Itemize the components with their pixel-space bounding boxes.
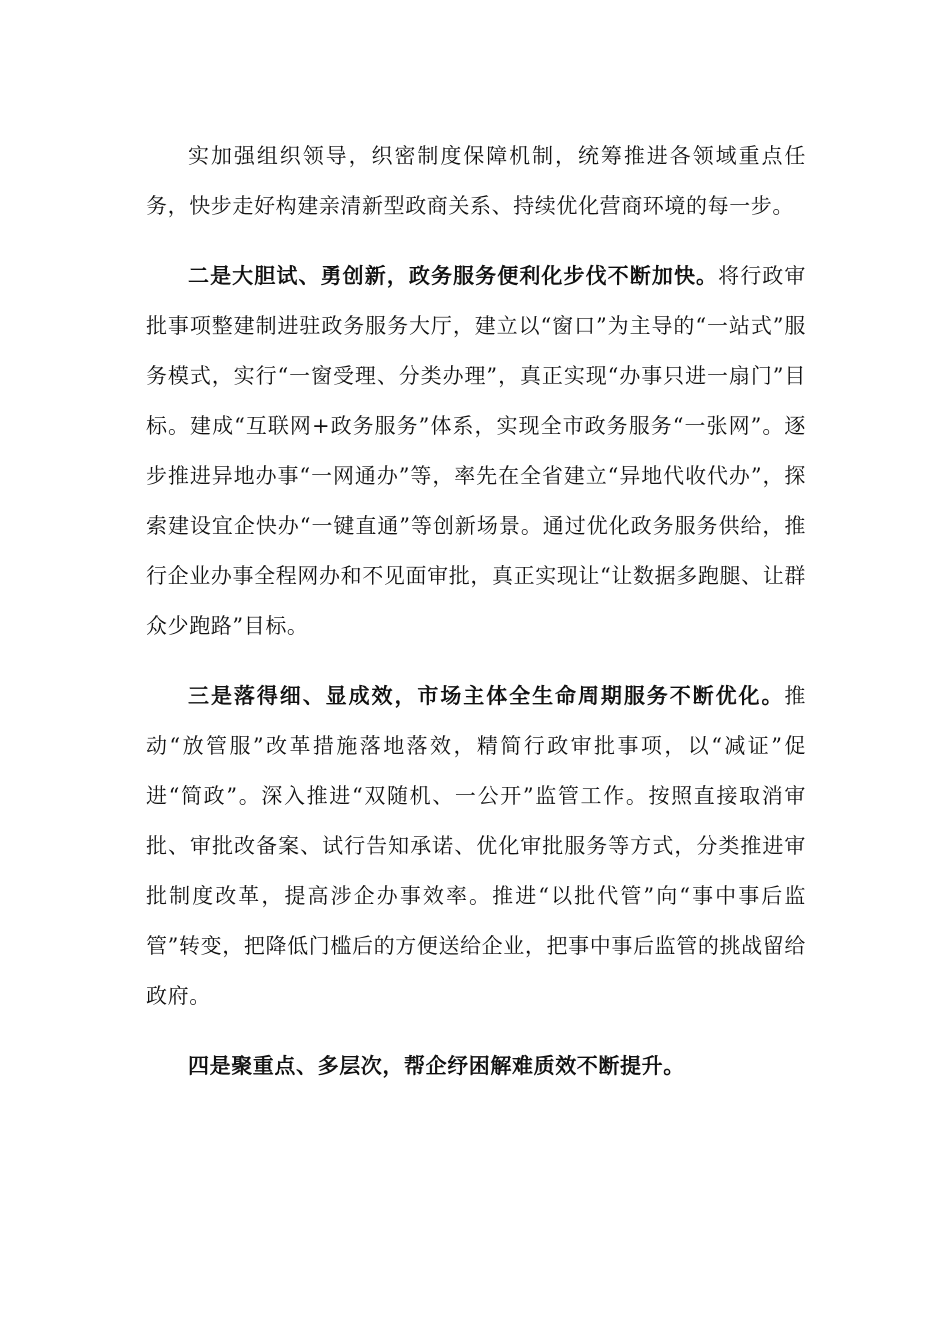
paragraph-2-lead: 二是大胆试、勇创新，政务服务便利化步伐不断加快。 bbox=[188, 264, 719, 288]
paragraph-1-text: 实加强组织领导，织密制度保障机制，统筹推进各领域重点任务，快步走好构建亲清新型政商关系、持续优化营商环境的每一步。 bbox=[146, 144, 806, 218]
paragraph-4-lead: 四是聚重点、多层次，帮企纾困解难质效不断提升。 bbox=[188, 1054, 685, 1078]
paragraph-2-text: 将行政审批事项整建制进驻政务服务大厅，建立以“窗口”为主导的“一站式”服务模式，实行“一窗受理、分类办理”，真正实现“办事只进一扇门”目标。建成“互联网+政务服务”体系，实现全市政务服务“一张网”。逐步推进异地办事“一网通办”等，率先在全省建立“异地代收代办”，探索建设宜企快办“一键直通”等创新场景。通过优化政务服务供给，推行企业办事全程网办和不见面审批，真正实现让“让数据多跑腿、让群众少跑路”目标。 bbox=[146, 264, 806, 638]
paragraph-4 bbox=[146, 1041, 806, 1091]
paragraph-2 bbox=[146, 251, 806, 651]
paragraph-3-text: 推动“放管服”改革措施落地落效，精简行政审批事项，以“减证”促进“简政”。深入推进“双随机、一公开”监管工作。按照直接取消审批、审批改备案、试行告知承诺、优化审批服务等方式，分类推进审批制度改革，提高涉企办事效率。推进“以批代管”向“事中事后监管”转变，把降低门槛后的方便送给企业，把事中事后监管的挑战留给政府。 bbox=[146, 684, 806, 1008]
paragraph-1 bbox=[146, 131, 806, 231]
document-body bbox=[146, 131, 806, 1111]
paragraph-3 bbox=[146, 671, 806, 1021]
paragraph-3-lead: 三是落得细、显成效，市场主体全生命周期服务不断优化。 bbox=[188, 684, 785, 708]
